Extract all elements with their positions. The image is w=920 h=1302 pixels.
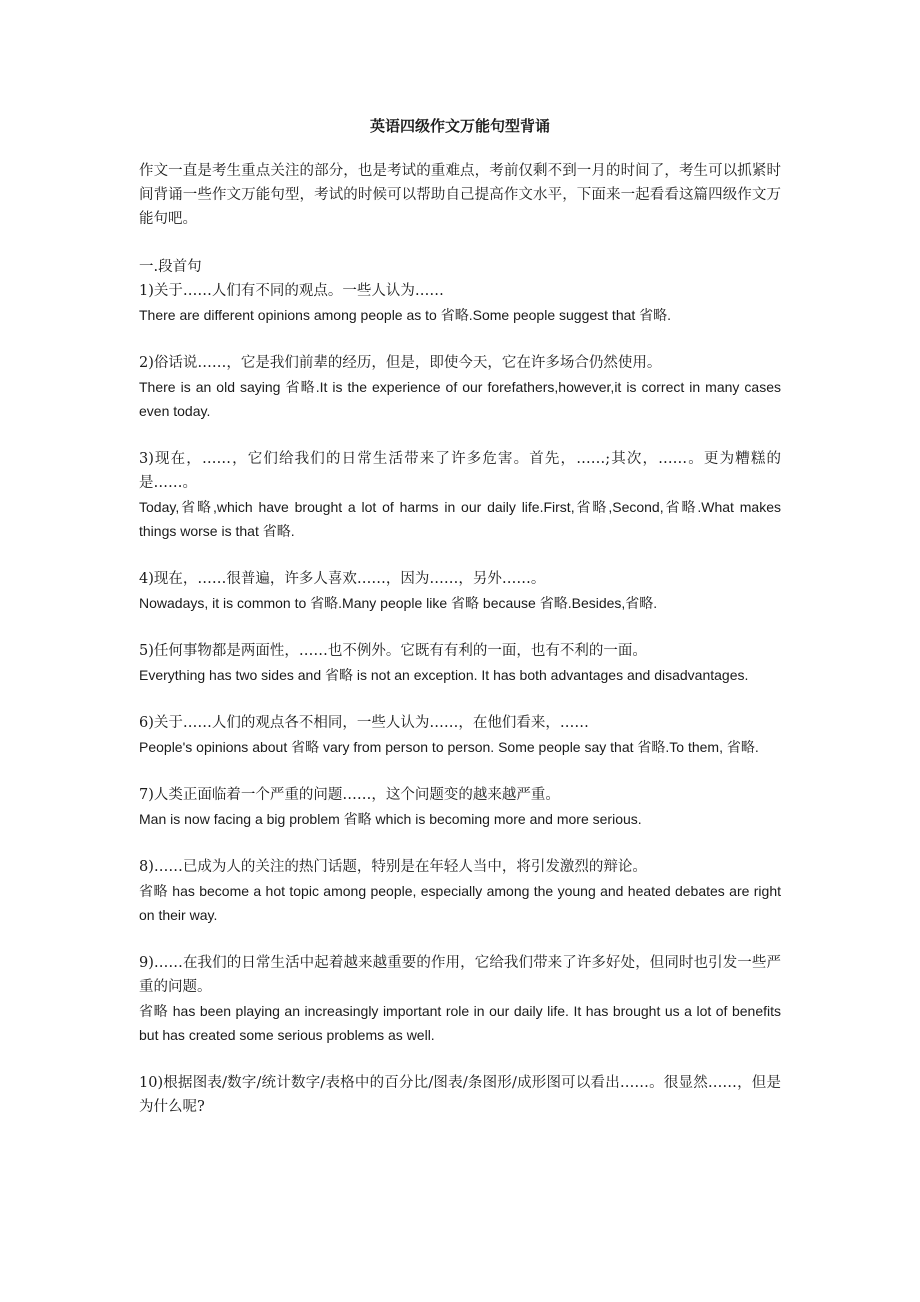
sentence-item-1 [139, 279, 781, 327]
intro-paragraph: 作文一直是考生重点关注的部分，也是考试的重难点，考前仅剩不到一月的时间了，考生可以抓紧时间背诵一些作文万能句型，考试的时候可以帮助自己提高作文水平，下面来一起看看这篇四级作文万能句吧。 [139, 163, 781, 227]
english-sentence: Everything has two sides and 省略 is not an exception. It has both advantages and disadvantages. [139, 667, 749, 683]
document-title: 英语四级作文万能句型背诵 [369, 117, 550, 135]
sentence-item-6 [139, 711, 781, 759]
chinese-sentence: 3)现在，……，它们给我们的日常生活带来了许多危害。首先，……;其次，……。更为糟糕的是……。 [139, 451, 781, 491]
sentence-item-7 [139, 783, 781, 831]
chinese-sentence: 1)关于……人们有不同的观点。一些人认为…… [139, 283, 444, 299]
chinese-sentence: 5)任何事物都是两面性，……也不例外。它既有有利的一面，也有不利的一面。 [139, 643, 647, 659]
chinese-sentence: 2)俗话说……，它是我们前辈的经历，但是，即使今天，它在许多场合仍然使用。 [139, 355, 662, 371]
sentence-item-3 [139, 447, 781, 543]
chinese-sentence: 10)根据图表/数字/统计数字/表格中的百分比/图表/条图形/成形图可以看出……。很显然……，但是为什么呢? [139, 1075, 781, 1115]
sentence-item-9 [139, 951, 781, 1047]
sentence-item-5 [139, 639, 781, 687]
section-heading: 一.段首句 [139, 259, 202, 275]
chinese-sentence: 9)……在我们的日常生活中起着越来越重要的作用，它给我们带来了许多好处，但同时也引发一些严重的问题。 [139, 955, 781, 995]
sentence-item-2 [139, 351, 781, 423]
english-sentence: Nowadays, it is common to 省略.Many people like 省略 because 省略.Besides,省略. [139, 595, 658, 611]
sentence-item-8 [139, 855, 781, 927]
chinese-sentence: 4)现在，……很普遍，许多人喜欢……，因为……，另外……。 [139, 571, 546, 587]
chinese-sentence: 7)人类正面临着一个严重的问题……，这个问题变的越来越严重。 [139, 787, 560, 803]
english-sentence: 省略 has become a hot topic among people, especially among the young and heated debates are right on their way. [139, 883, 781, 923]
sentence-item-10 [139, 1071, 781, 1119]
chinese-sentence: 8)……已成为人的关注的热门话题，特别是在年轻人当中，将引发激烈的辩论。 [139, 859, 647, 875]
english-sentence: Today,省略,which have brought a lot of harms in our daily life.First,省略,Second,省略.What makes things worse is that 省略. [139, 499, 781, 539]
english-sentence: There is an old saying 省略.It is the experience of our forefathers,however,it is correct in many cases even today. [139, 379, 781, 419]
english-sentence: People's opinions about 省略 vary from person to person. Some people say that 省略.To them, 省略. [139, 739, 759, 755]
english-sentence: Man is now facing a big problem 省略 which is becoming more and more serious. [139, 811, 642, 827]
english-sentence: There are different opinions among people as to 省略.Some people suggest that 省略. [139, 307, 672, 323]
english-sentence: 省略 has been playing an increasingly important role in our daily life. It has brought us a lot of benefits but has created some serious problems as well. [139, 1003, 781, 1043]
chinese-sentence: 6)关于……人们的观点各不相同，一些人认为……，在他们看来，…… [139, 715, 589, 731]
sentence-item-4 [139, 567, 781, 615]
